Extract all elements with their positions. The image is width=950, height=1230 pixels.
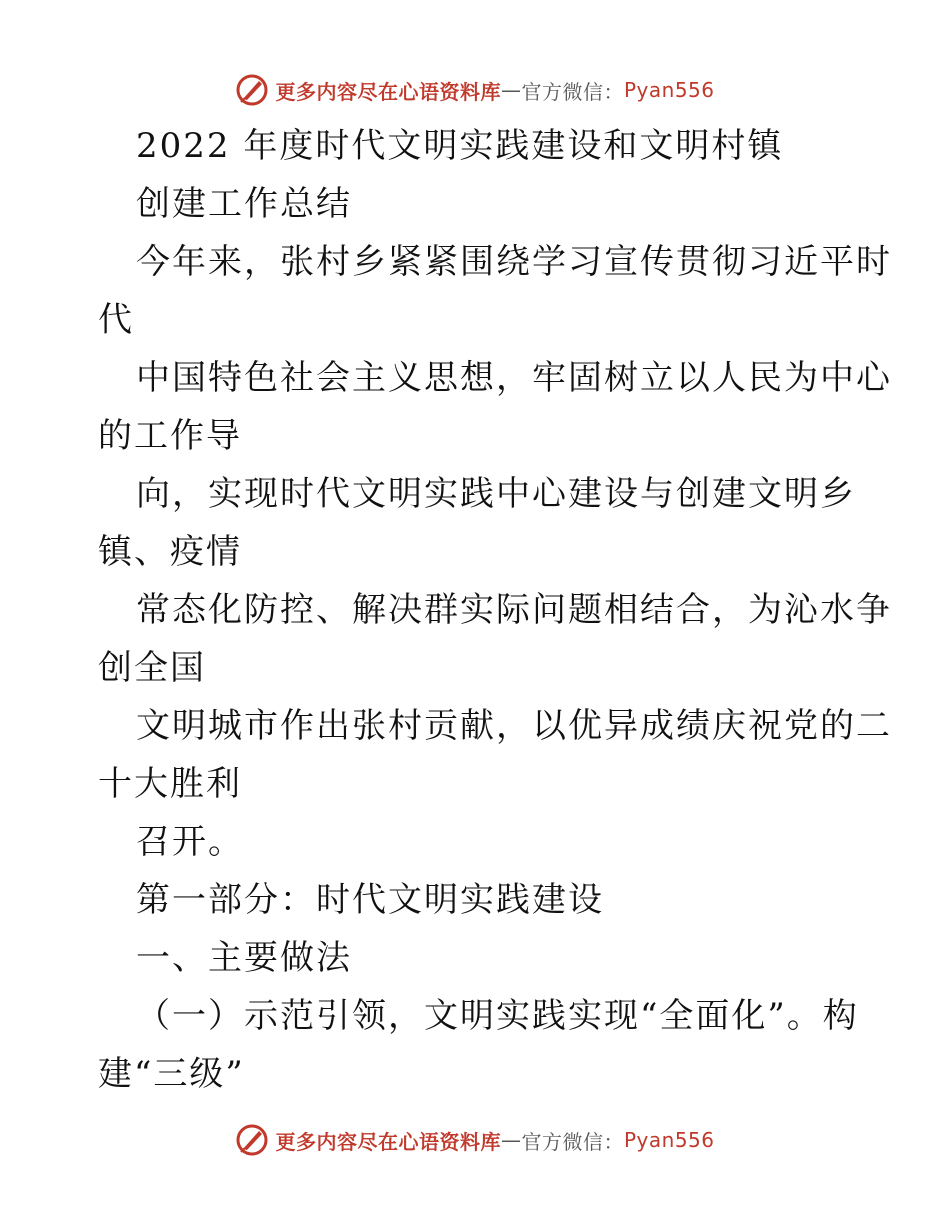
watermark-brand: 更多内容尽在心语资料库 <box>275 1129 501 1154</box>
watermark-header <box>0 70 950 110</box>
doc-line: 中国特色社会主义思想，牢固树立以人民为中心 <box>136 358 892 398</box>
watermark-brand: 更多内容尽在心语资料库 <box>275 79 501 104</box>
watermark-footer <box>0 1120 950 1160</box>
quill-logo-icon <box>235 1123 269 1157</box>
doc-line: 十大胜利 <box>98 764 242 804</box>
watermark-label: 官方微信： <box>521 1129 624 1154</box>
doc-line: 代 <box>98 300 134 340</box>
doc-line: 今年来，张村乡紧紧围绕学习宣传贯彻习近平时 <box>136 242 892 282</box>
doc-line: 常态化防控、解决群实际问题相结合，为沁水争 <box>136 590 892 630</box>
watermark-text <box>275 1126 714 1155</box>
doc-line: 的工作导 <box>98 416 242 456</box>
document-body <box>98 117 892 1103</box>
doc-line: 建“三级” <box>98 1054 245 1094</box>
watermark-separator: — <box>500 78 522 102</box>
watermark-id: Pyan556 <box>623 1128 715 1152</box>
watermark-label: 官方微信： <box>521 79 624 104</box>
doc-line: （一）示范引领，文明实践实现“全面化”。构 <box>136 996 859 1036</box>
doc-line: 召开。 <box>136 822 244 862</box>
watermark-text <box>275 76 714 105</box>
doc-line: 第一部分：时代文明实践建设 <box>136 880 604 920</box>
doc-line: 一、主要做法 <box>136 938 352 978</box>
watermark-separator: — <box>500 1128 522 1152</box>
quill-logo-icon <box>235 73 269 107</box>
doc-line: 文明城市作出张村贡献，以优异成绩庆祝党的二 <box>136 706 892 746</box>
watermark-id: Pyan556 <box>623 78 715 102</box>
doc-line: 镇、疫情 <box>98 532 242 572</box>
doc-line: 创建工作总结 <box>136 184 352 224</box>
doc-line: 2022 年度时代文明实践建设和文明村镇 <box>136 126 784 166</box>
doc-line: 创全国 <box>98 648 206 688</box>
doc-line: 向，实现时代文明实践中心建设与创建文明乡 <box>136 474 856 514</box>
